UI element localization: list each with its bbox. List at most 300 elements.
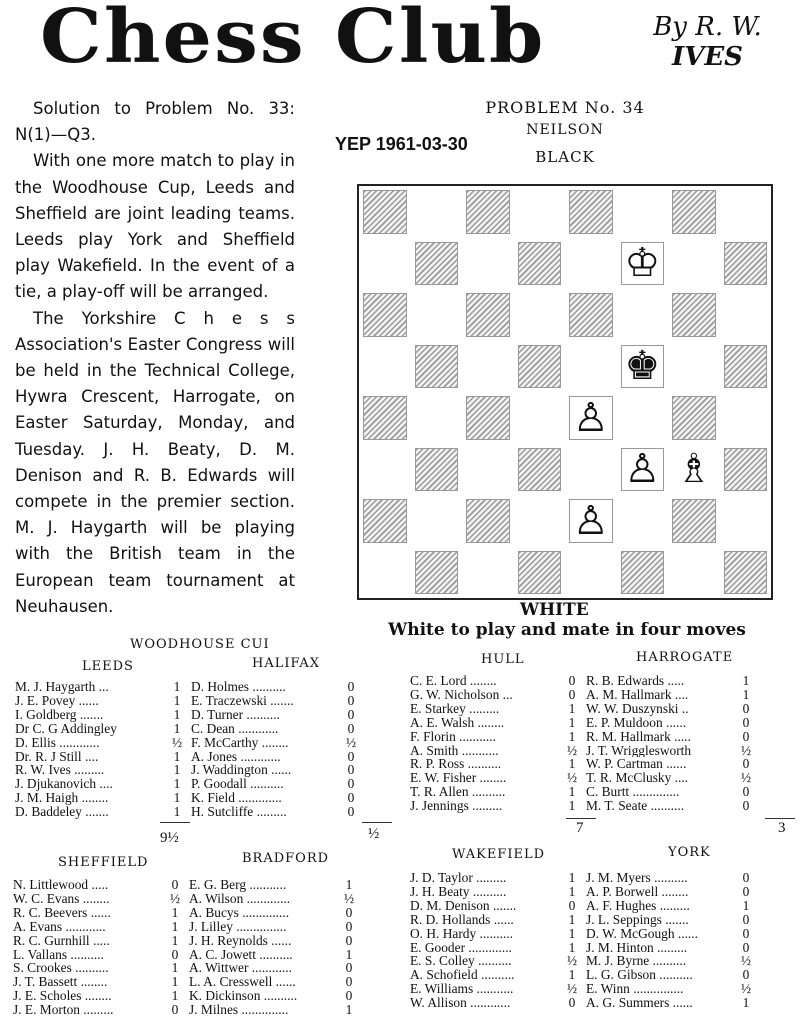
away-score: 0 bbox=[742, 729, 750, 744]
home-player: J. Djukanovich .... bbox=[15, 777, 113, 792]
home-player: R. W. Ives ......... bbox=[15, 763, 105, 778]
away-player: K. Field ............. bbox=[191, 791, 282, 806]
black-king-icon: ♚ bbox=[622, 346, 664, 388]
square-f2 bbox=[617, 495, 669, 547]
home-player: J. E. Morton ......... bbox=[13, 1003, 114, 1018]
stipulation: White to play and mate in four moves bbox=[388, 620, 746, 640]
home-score: 1 bbox=[568, 940, 576, 955]
home-player: J. E. Scholes ........ bbox=[13, 989, 112, 1004]
home-score: 1 bbox=[568, 757, 576, 772]
table-row bbox=[410, 744, 756, 758]
away-player: J. Milnes .............. bbox=[189, 1003, 289, 1018]
away-score: 0 bbox=[742, 926, 750, 941]
home-player: J. H. Beaty .......... bbox=[410, 884, 507, 899]
match-total: 3 bbox=[778, 820, 786, 836]
away-score: 0 bbox=[345, 905, 353, 920]
archive-stamp: YEP 1961-03-30 bbox=[335, 134, 468, 154]
square-a4 bbox=[363, 396, 407, 440]
table-row bbox=[410, 702, 756, 716]
square-e3 bbox=[565, 444, 617, 496]
table-row bbox=[410, 982, 756, 996]
square-d4 bbox=[514, 392, 566, 444]
away-player: J. T. Wrigglesworth bbox=[586, 743, 692, 758]
away-score: 0 bbox=[742, 968, 750, 983]
square-g8 bbox=[672, 190, 716, 234]
home-player: W. C. Evans ........ bbox=[13, 891, 110, 906]
home-score: ½ bbox=[566, 982, 578, 997]
square-h4 bbox=[720, 392, 772, 444]
square-b8 bbox=[411, 186, 463, 238]
home-score: 1 bbox=[568, 715, 576, 730]
square-e1 bbox=[565, 547, 617, 599]
away-player: A. C. Jowett .......... bbox=[189, 947, 293, 962]
square-d7 bbox=[518, 242, 562, 286]
problem-number: PROBLEM No. 34 bbox=[485, 98, 645, 117]
square-b6 bbox=[411, 289, 463, 341]
column-title: Chess Club bbox=[40, 0, 546, 80]
home-player: R. C. Gurnhill ..... bbox=[13, 933, 110, 948]
black-side-label: BLACK bbox=[535, 148, 595, 166]
square-g6 bbox=[672, 293, 716, 337]
square-c3 bbox=[462, 444, 514, 496]
home-player: A. Evans ............ bbox=[13, 919, 106, 934]
square-g2 bbox=[672, 499, 716, 543]
square-a3 bbox=[359, 444, 411, 496]
home-score: 1 bbox=[171, 975, 179, 990]
away-score: 0 bbox=[347, 680, 355, 694]
square-f7 bbox=[621, 242, 665, 286]
away-score: 1 bbox=[742, 674, 750, 688]
home-player: A. Schofield .......... bbox=[410, 968, 515, 983]
square-a8 bbox=[363, 190, 407, 234]
table-row bbox=[410, 954, 756, 968]
square-g1 bbox=[668, 547, 720, 599]
square-a5 bbox=[359, 341, 411, 393]
total-rule bbox=[362, 822, 392, 823]
away-player: M. T. Seate .......... bbox=[586, 799, 685, 814]
home-score: 1 bbox=[173, 693, 181, 708]
home-player: M. J. Haygarth ... bbox=[15, 680, 109, 694]
home-player: D. Baddeley ....... bbox=[15, 805, 109, 820]
home-score: 1 bbox=[568, 926, 576, 941]
total-rule bbox=[765, 818, 795, 819]
home-player: E. Starkey ......... bbox=[410, 701, 500, 716]
away-score: 0 bbox=[347, 693, 355, 708]
away-player: C. Burtt .............. bbox=[586, 785, 680, 800]
match-total: 9½ bbox=[160, 830, 179, 846]
byline-author: By R. W. bbox=[653, 12, 762, 42]
home-player: C. E. Lord ........ bbox=[410, 674, 497, 688]
home-score: 1 bbox=[171, 905, 179, 920]
away-player: L. A. Cresswell ...... bbox=[189, 975, 296, 990]
square-h6 bbox=[720, 289, 772, 341]
away-player: E. G. Berg ........... bbox=[189, 878, 287, 892]
away-player: H. Sutcliffe ......... bbox=[191, 805, 287, 820]
home-score: ½ bbox=[566, 954, 578, 969]
away-player: J. L. Seppings ....... bbox=[586, 912, 689, 927]
away-player: A. G. Summers ...... bbox=[586, 996, 693, 1011]
home-player: A. E. Walsh ........ bbox=[410, 715, 505, 730]
away-score: 0 bbox=[742, 940, 750, 955]
home-score: 0 bbox=[171, 1003, 179, 1018]
away-score: 0 bbox=[742, 912, 750, 927]
square-h8 bbox=[720, 186, 772, 238]
table-row bbox=[410, 771, 756, 785]
square-e8 bbox=[569, 190, 613, 234]
away-player: C. Dean ............ bbox=[191, 721, 279, 736]
solution-paragraph: Solution to Problem No. 33: N(1)—Q3. bbox=[15, 99, 295, 145]
team-name: YORK bbox=[668, 845, 711, 860]
home-player: G. W. Nicholson ... bbox=[410, 687, 513, 702]
home-score: 0 bbox=[568, 996, 576, 1011]
away-player: A. Wittwer ............ bbox=[189, 961, 292, 976]
woodhouse-cup-paragraph: With one more match to play in the Woodhouse Cup, Leeds and Sheffield are joint leading teams. Leeds play York and Sheffield play Wakefield. In the event of a tie, a play-off will be arranged. bbox=[15, 151, 295, 302]
square-f6 bbox=[617, 289, 669, 341]
white-side-label: WHITE bbox=[520, 600, 589, 620]
table-row bbox=[15, 805, 361, 819]
home-player: S. Crookes .......... bbox=[13, 961, 109, 976]
home-score: 1 bbox=[171, 919, 179, 934]
table-row bbox=[15, 736, 361, 750]
home-player: Dr C. G Addingley bbox=[15, 721, 117, 736]
square-e6 bbox=[569, 293, 613, 337]
square-d6 bbox=[514, 289, 566, 341]
away-score: 0 bbox=[742, 799, 750, 814]
square-d8 bbox=[514, 186, 566, 238]
home-player: D. Ellis ............ bbox=[15, 735, 100, 750]
home-player: O. H. Hardy .......... bbox=[410, 926, 514, 941]
table-row bbox=[13, 906, 359, 920]
total-rule bbox=[160, 822, 190, 823]
article-body bbox=[15, 96, 295, 620]
away-score: 0 bbox=[347, 721, 355, 736]
home-player: A. Smith ........... bbox=[410, 743, 499, 758]
home-score: 1 bbox=[568, 912, 576, 927]
square-h7 bbox=[724, 242, 768, 286]
square-c1 bbox=[462, 547, 514, 599]
home-score: 0 bbox=[568, 687, 576, 702]
square-h1 bbox=[724, 551, 768, 595]
byline bbox=[620, 12, 795, 72]
away-player: E. P. Muldoon ...... bbox=[586, 715, 687, 730]
team-name: HALIFAX bbox=[252, 656, 321, 671]
away-player: F. McCarthy ........ bbox=[191, 735, 289, 750]
table-row bbox=[13, 934, 359, 948]
table-row bbox=[13, 975, 359, 989]
away-player: A. F. Hughes ......... bbox=[586, 898, 690, 913]
total-rule bbox=[566, 818, 596, 819]
team-name: HARROGATE bbox=[636, 650, 734, 665]
table-row bbox=[410, 941, 756, 955]
home-player: L. Vallans .......... bbox=[13, 947, 104, 962]
home-score: 1 bbox=[173, 749, 181, 764]
away-score: 1 bbox=[345, 878, 353, 892]
square-h5 bbox=[724, 345, 768, 389]
away-score: 0 bbox=[347, 763, 355, 778]
table-row bbox=[15, 777, 361, 791]
square-c8 bbox=[466, 190, 510, 234]
match-table bbox=[410, 674, 756, 813]
home-score: 1 bbox=[173, 777, 181, 792]
away-player: K. Dickinson .......... bbox=[189, 989, 298, 1004]
white-pawn-icon: ♙ bbox=[570, 397, 612, 439]
white-pawn-icon: ♙ bbox=[622, 449, 664, 491]
away-score: ½ bbox=[740, 771, 752, 786]
table-row bbox=[15, 763, 361, 777]
square-e2 bbox=[569, 499, 613, 543]
home-score: 0 bbox=[568, 674, 576, 688]
table-row bbox=[13, 1003, 359, 1017]
table-row bbox=[15, 722, 361, 736]
square-f1 bbox=[621, 551, 665, 595]
away-score: 0 bbox=[345, 919, 353, 934]
cup-title: WOODHOUSE CUI bbox=[130, 637, 270, 652]
square-g7 bbox=[668, 238, 720, 290]
match-table bbox=[13, 878, 359, 1017]
home-player: D. M. Denison ....... bbox=[410, 898, 517, 913]
table-row bbox=[13, 878, 359, 892]
away-player: J. Waddington ...... bbox=[191, 763, 292, 778]
square-g4 bbox=[672, 396, 716, 440]
away-score: 0 bbox=[347, 749, 355, 764]
square-d1 bbox=[518, 551, 562, 595]
square-f3 bbox=[621, 448, 665, 492]
home-score: ½ bbox=[566, 743, 578, 758]
white-king-icon: ♔ bbox=[622, 243, 664, 285]
away-score: 0 bbox=[742, 715, 750, 730]
away-score: ½ bbox=[740, 954, 752, 969]
square-f4 bbox=[617, 392, 669, 444]
match-total: ½ bbox=[368, 826, 380, 842]
table-row bbox=[15, 680, 361, 694]
table-row bbox=[410, 757, 756, 771]
square-a1 bbox=[359, 547, 411, 599]
away-score: 0 bbox=[345, 933, 353, 948]
home-score: 1 bbox=[568, 701, 576, 716]
away-player: D. Holmes .......... bbox=[191, 680, 286, 694]
home-player: R. D. Hollands ...... bbox=[410, 912, 514, 927]
square-d3 bbox=[518, 448, 562, 492]
home-score: 1 bbox=[568, 968, 576, 983]
away-player: W. P. Cartman ...... bbox=[586, 757, 687, 772]
home-score: 1 bbox=[173, 805, 181, 820]
away-player: D. W. McGough ...... bbox=[586, 926, 698, 941]
square-e7 bbox=[565, 238, 617, 290]
team-name: BRADFORD bbox=[242, 851, 330, 866]
away-player: A. Wilson ............. bbox=[189, 891, 291, 906]
square-c2 bbox=[466, 499, 510, 543]
away-score: 0 bbox=[345, 961, 353, 976]
away-score: 1 bbox=[742, 996, 750, 1011]
away-score: 0 bbox=[347, 707, 355, 722]
white-pawn-icon: ♙ bbox=[570, 500, 612, 542]
square-h3 bbox=[724, 448, 768, 492]
table-row bbox=[410, 885, 756, 899]
away-score: 0 bbox=[347, 805, 355, 820]
square-b2 bbox=[411, 495, 463, 547]
square-a6 bbox=[363, 293, 407, 337]
table-row bbox=[410, 913, 756, 927]
table-row bbox=[13, 920, 359, 934]
home-score: 1 bbox=[171, 933, 179, 948]
home-score: 1 bbox=[173, 763, 181, 778]
away-score: 1 bbox=[742, 898, 750, 913]
home-score: 1 bbox=[173, 707, 181, 722]
away-player: R. M. Hallmark ..... bbox=[586, 729, 691, 744]
home-score: 0 bbox=[568, 898, 576, 913]
table-row bbox=[410, 968, 756, 982]
home-score: 1 bbox=[171, 989, 179, 1004]
away-player: J. M. Hinton ......... bbox=[586, 940, 688, 955]
table-row bbox=[410, 730, 756, 744]
home-player: J. D. Taylor ......... bbox=[410, 871, 507, 885]
square-b5 bbox=[415, 345, 459, 389]
square-c7 bbox=[462, 238, 514, 290]
match-total: 7 bbox=[576, 820, 584, 836]
home-player: E. W. Fisher ........ bbox=[410, 771, 507, 786]
away-player: T. R. McClusky .... bbox=[586, 771, 689, 786]
home-score: 1 bbox=[173, 680, 181, 694]
byline-surname: IVES bbox=[672, 42, 743, 72]
away-player: E. Traczewski ....... bbox=[191, 693, 294, 708]
team-name: LEEDS bbox=[82, 659, 134, 674]
square-e5 bbox=[565, 341, 617, 393]
away-player: A. P. Borwell ........ bbox=[586, 884, 689, 899]
away-player: W. W. Duszynski .. bbox=[586, 701, 689, 716]
table-row bbox=[410, 871, 756, 885]
problem-composer: NEILSON bbox=[526, 122, 604, 138]
home-score: ½ bbox=[169, 891, 181, 906]
away-player: L. G. Gibson .......... bbox=[586, 968, 693, 983]
home-player: T. R. Allen .......... bbox=[410, 785, 506, 800]
home-score: ½ bbox=[566, 771, 578, 786]
home-score: 1 bbox=[568, 785, 576, 800]
away-score: 0 bbox=[742, 757, 750, 772]
table-row bbox=[15, 694, 361, 708]
table-row bbox=[410, 688, 756, 702]
away-player: J. H. Reynolds ...... bbox=[189, 933, 292, 948]
away-score: 1 bbox=[742, 687, 750, 702]
table-row bbox=[13, 989, 359, 1003]
away-player: P. Goodall .......... bbox=[191, 777, 284, 792]
away-player: R. B. Edwards ..... bbox=[586, 674, 685, 688]
home-score: 1 bbox=[568, 729, 576, 744]
square-b4 bbox=[411, 392, 463, 444]
table-row bbox=[15, 791, 361, 805]
home-player: J. M. Haigh ........ bbox=[15, 791, 109, 806]
square-b7 bbox=[415, 242, 459, 286]
away-player: J. Lilley ............... bbox=[189, 919, 287, 934]
square-f8 bbox=[617, 186, 669, 238]
table-row bbox=[15, 708, 361, 722]
team-name: WAKEFIELD bbox=[452, 847, 546, 862]
home-player: I. Goldberg ....... bbox=[15, 707, 104, 722]
square-f5 bbox=[621, 345, 665, 389]
square-c6 bbox=[466, 293, 510, 337]
away-score: 0 bbox=[742, 884, 750, 899]
home-player: J. T. Bassett ........ bbox=[13, 975, 108, 990]
away-score: 0 bbox=[347, 777, 355, 792]
square-a2 bbox=[363, 499, 407, 543]
home-player: E. Williams ........... bbox=[410, 982, 514, 997]
table-row bbox=[15, 750, 361, 764]
away-score: 0 bbox=[347, 791, 355, 806]
table-row bbox=[410, 996, 756, 1010]
away-player: A. Bucys .............. bbox=[189, 905, 290, 920]
away-player: M. J. Byrne .......... bbox=[586, 954, 687, 969]
home-player: J. Jennings ......... bbox=[410, 799, 503, 814]
home-score: 1 bbox=[568, 884, 576, 899]
square-h2 bbox=[720, 495, 772, 547]
square-g5 bbox=[668, 341, 720, 393]
away-score: 0 bbox=[742, 871, 750, 885]
away-score: 0 bbox=[742, 785, 750, 800]
home-score: 0 bbox=[171, 878, 179, 892]
home-player: R. C. Beevers ...... bbox=[13, 905, 111, 920]
home-player: W. Allison ............ bbox=[410, 996, 511, 1011]
home-score: 1 bbox=[171, 961, 179, 976]
match-table bbox=[410, 871, 756, 1010]
white-bishop-icon: ♗ bbox=[675, 446, 712, 493]
square-c5 bbox=[462, 341, 514, 393]
away-score: 1 bbox=[345, 1003, 353, 1018]
square-g3 bbox=[668, 444, 720, 496]
table-row bbox=[410, 785, 756, 799]
home-score: 1 bbox=[173, 721, 181, 736]
away-score: ½ bbox=[740, 743, 752, 758]
away-score: ½ bbox=[343, 891, 355, 906]
home-player: E. Gooder ............. bbox=[410, 940, 512, 955]
away-player: A. M. Hallmark .... bbox=[586, 687, 689, 702]
away-score: 0 bbox=[345, 989, 353, 1004]
square-a7 bbox=[359, 238, 411, 290]
congress-paragraph: The Yorkshire C h e s s Association's Easter Congress will be held in the Technical College, Hywra Crescent, Harrogate, on Easter Saturday, Monday, and Tuesday. J. H. Beaty, D. M. Denison and R. B. Edwards will compete in the premier section. M. J. Haygarth will be playing with the British team in the European team tournament at Neuhausen. bbox=[15, 308, 295, 616]
table-row bbox=[410, 799, 756, 813]
away-player: A. Jones ............ bbox=[191, 749, 281, 764]
table-row bbox=[13, 948, 359, 962]
home-score: 1 bbox=[173, 791, 181, 806]
chess-board bbox=[357, 184, 773, 600]
table-row bbox=[410, 899, 756, 913]
table-row bbox=[410, 716, 756, 730]
table-row bbox=[13, 961, 359, 975]
table-row bbox=[410, 927, 756, 941]
away-score: ½ bbox=[740, 982, 752, 997]
away-score: 1 bbox=[345, 947, 353, 962]
away-player: D. Turner .......... bbox=[191, 707, 280, 722]
home-score: 1 bbox=[568, 871, 576, 885]
home-player: N. Littlewood ..... bbox=[13, 878, 109, 892]
team-name: SHEFFIELD bbox=[58, 855, 149, 870]
away-player: J. M. Myers .......... bbox=[586, 871, 688, 885]
square-b1 bbox=[415, 551, 459, 595]
home-player: E. S. Colley .......... bbox=[410, 954, 512, 969]
away-score: 0 bbox=[345, 975, 353, 990]
away-score: ½ bbox=[345, 735, 357, 750]
table-row bbox=[13, 892, 359, 906]
home-player: F. Florin ........... bbox=[410, 729, 496, 744]
square-d2 bbox=[514, 495, 566, 547]
team-name: HULL bbox=[481, 652, 525, 667]
square-c4 bbox=[466, 396, 510, 440]
home-score: ½ bbox=[171, 735, 183, 750]
home-score: 1 bbox=[568, 799, 576, 814]
home-score: 0 bbox=[171, 947, 179, 962]
home-player: R. P. Ross .......... bbox=[410, 757, 502, 772]
home-player: J. E. Povey ...... bbox=[15, 693, 99, 708]
table-row bbox=[410, 674, 756, 688]
square-b3 bbox=[415, 448, 459, 492]
